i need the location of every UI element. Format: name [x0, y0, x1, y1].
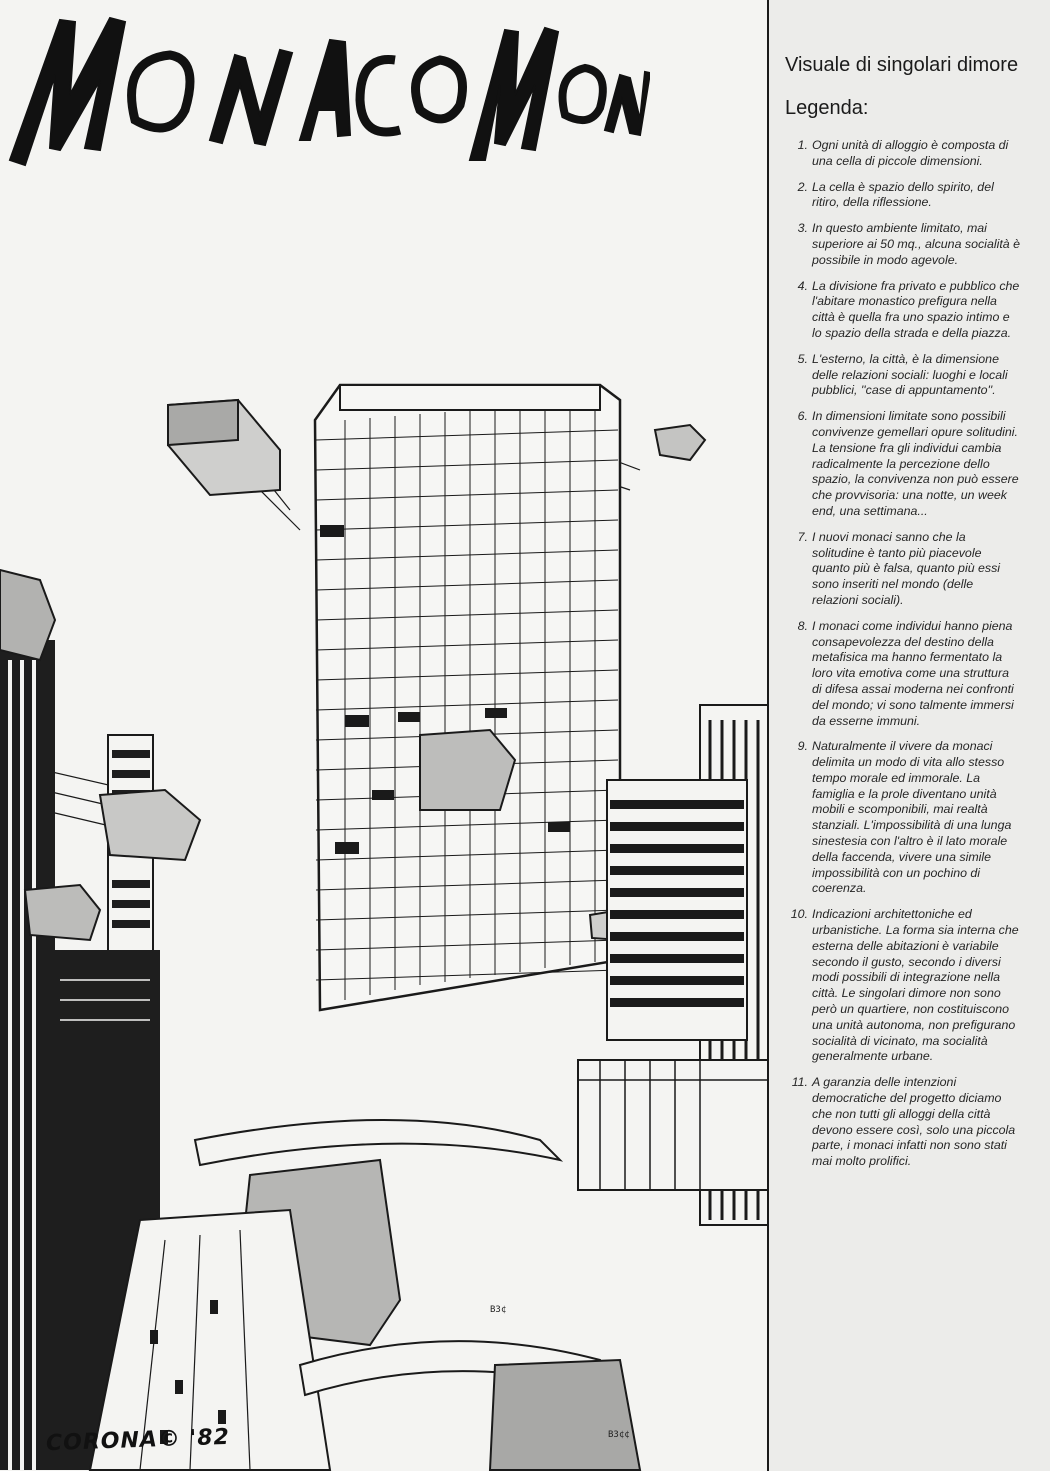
legend-item-number: 5. — [797, 351, 808, 366]
legend-item — [786, 530, 1020, 609]
legend-list — [786, 138, 1020, 1180]
legend-item-number: 8. — [797, 618, 808, 633]
logo-title-text: MONACO MONDANO — [0, 0, 10, 1]
legend-item-text: A garanzia delle intenzioni democratiche del progetto diciamo che non tutti gli alloggi della città devono essere così, solo una piccola parte, i monaci infatti non sono stati mai molto prolifici. — [812, 1075, 1016, 1169]
legend-item-text: I nuovi monaci sanno che la solitudine è tanto più piacevole quanto più è falsa, quanto più essi sono inseriti nel mondo (delle relazioni sociali). — [812, 529, 1001, 607]
legend-item — [786, 739, 1020, 897]
legend-item-number: 2. — [797, 179, 808, 194]
legend-item-number: 6. — [797, 409, 808, 424]
page-title: Visuale di singolari dimore — [785, 54, 1019, 77]
legend-item-text: Indicazioni architettoniche ed urbanistiche. La forma sia interna che esterna delle abitazioni è variabile secondo il gusto, secondo i diversi modi possibili di integrazione nella città. Le singolari dimore non sono però un quartiere, non costituiscono una unità autonoma, non prefigurano socialità di vicinato, ma socialità generalmente urbane. — [812, 907, 1019, 1064]
legend-item — [786, 619, 1020, 730]
tag-b3-2: B3¢¢ — [608, 1430, 630, 1440]
legend-item-text: In questo ambiente limitato, mai superiore ai 50 mq., alcuna socialità è possibile in modo agevole. — [812, 221, 1021, 267]
legend-item-text: Naturalmente il vivere da monaci delimita un modo di vita allo stesso tempo morale ed immorale. La famiglia e la prole diventano unità mobili e scomponibili, mai realtà stanziali. L'impossibilità di una lunga sinestesia con l'altro è il lato morale della faccenda, vivere una simile impossibilità con un pochino di coerenza. — [812, 739, 1012, 896]
legend-item-number: 10. — [790, 907, 808, 922]
monaco-mondano-logo — [0, 0, 650, 180]
tag-b3: B3¢ — [490, 1305, 507, 1315]
legend-item-text: La divisione fra privato e pubblico che l'abitare monastico prefigura nella città è quella fra uno spazio intimo e lo spazio della strada e della piazza. — [812, 278, 1020, 340]
legend-item-number: 3. — [797, 221, 808, 236]
legend-item — [786, 907, 1020, 1065]
legend-item-text: L'esterno, la città, è la dimensione delle relazioni sociali: luoghi e locali pubblici, ''case di appuntamento''. — [812, 351, 1008, 398]
legend-item-text: I monaci come individui hanno piena consapevolezza del destino della metafisica ma hanno fermentato la loro vita emotiva come una struttura di difesa assai moderna nei confronti del mondo; vi sono talmente immersi da esserne immuni. — [812, 618, 1014, 728]
legend-item — [786, 180, 1020, 212]
legend-item — [786, 279, 1020, 342]
legend-item — [786, 138, 1020, 170]
legend-item — [786, 221, 1020, 268]
artist-signature: CORONA© '82 — [45, 1424, 231, 1457]
legend-item-number: 4. — [797, 278, 808, 293]
legend-item-text: In dimensioni limitate sono possibili convivenze gemellari opure solitudini. La tensione fra gli individui cambia radicalmente la percezione dello spazio, la convivenza non può essere che provvisoria: una notte, un week end, una settimana... — [812, 409, 1019, 518]
legend-item-number: 9. — [797, 739, 808, 754]
legend-item — [786, 352, 1020, 399]
legend-item-text: Ogni unità di alloggio è composta di una cella di piccole dimensioni. — [812, 138, 1009, 168]
legend-item-number: 1. — [797, 138, 808, 152]
central-tower — [315, 385, 620, 1010]
legend-item-number: 11. — [791, 1075, 808, 1090]
legend-item — [786, 1075, 1020, 1170]
legend-item — [786, 409, 1020, 520]
legend-item-text: La cella è spazio dello spirito, del ritiro, della riflessione. — [812, 179, 994, 210]
legend-item-number: 7. — [797, 529, 808, 544]
legend-heading: Legenda: — [785, 97, 869, 119]
